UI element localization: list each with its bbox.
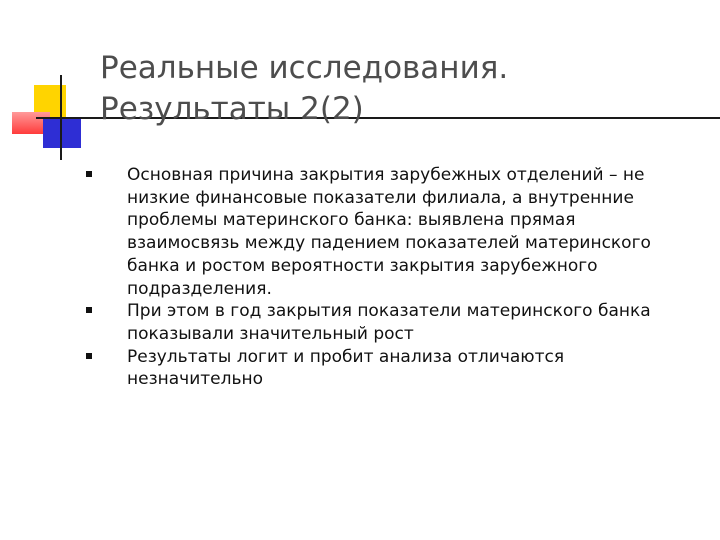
title-line-2: Результаты 2(2) xyxy=(100,91,364,127)
bullet-item xyxy=(86,346,686,391)
title-line-1: Реальные исследования. xyxy=(100,50,509,86)
bullet-text: Основная причина закрытия зарубежных отделений – не низкие финансовые показатели филиала, а внутренние проблемы материнского банка: выявлена прямая взаимосвязь между падением показателей материнского банка и ростом вероятности закрытия зарубежного подразделения. xyxy=(127,165,651,299)
square-bullet-icon xyxy=(86,307,92,313)
slide-title xyxy=(100,48,700,130)
bullet-list xyxy=(86,164,686,391)
square-bullet-icon xyxy=(86,171,92,177)
blue-square xyxy=(43,118,81,148)
bullet-item xyxy=(86,300,686,345)
bullet-text: Результаты логит и пробит анализа отличаются незначительно xyxy=(127,346,565,390)
bullet-text: При этом в год закрытия показатели материнского банка показывали значительный рост xyxy=(127,301,651,344)
bullet-item xyxy=(86,164,686,300)
square-bullet-icon xyxy=(86,353,92,359)
decorative-logo xyxy=(0,0,110,170)
